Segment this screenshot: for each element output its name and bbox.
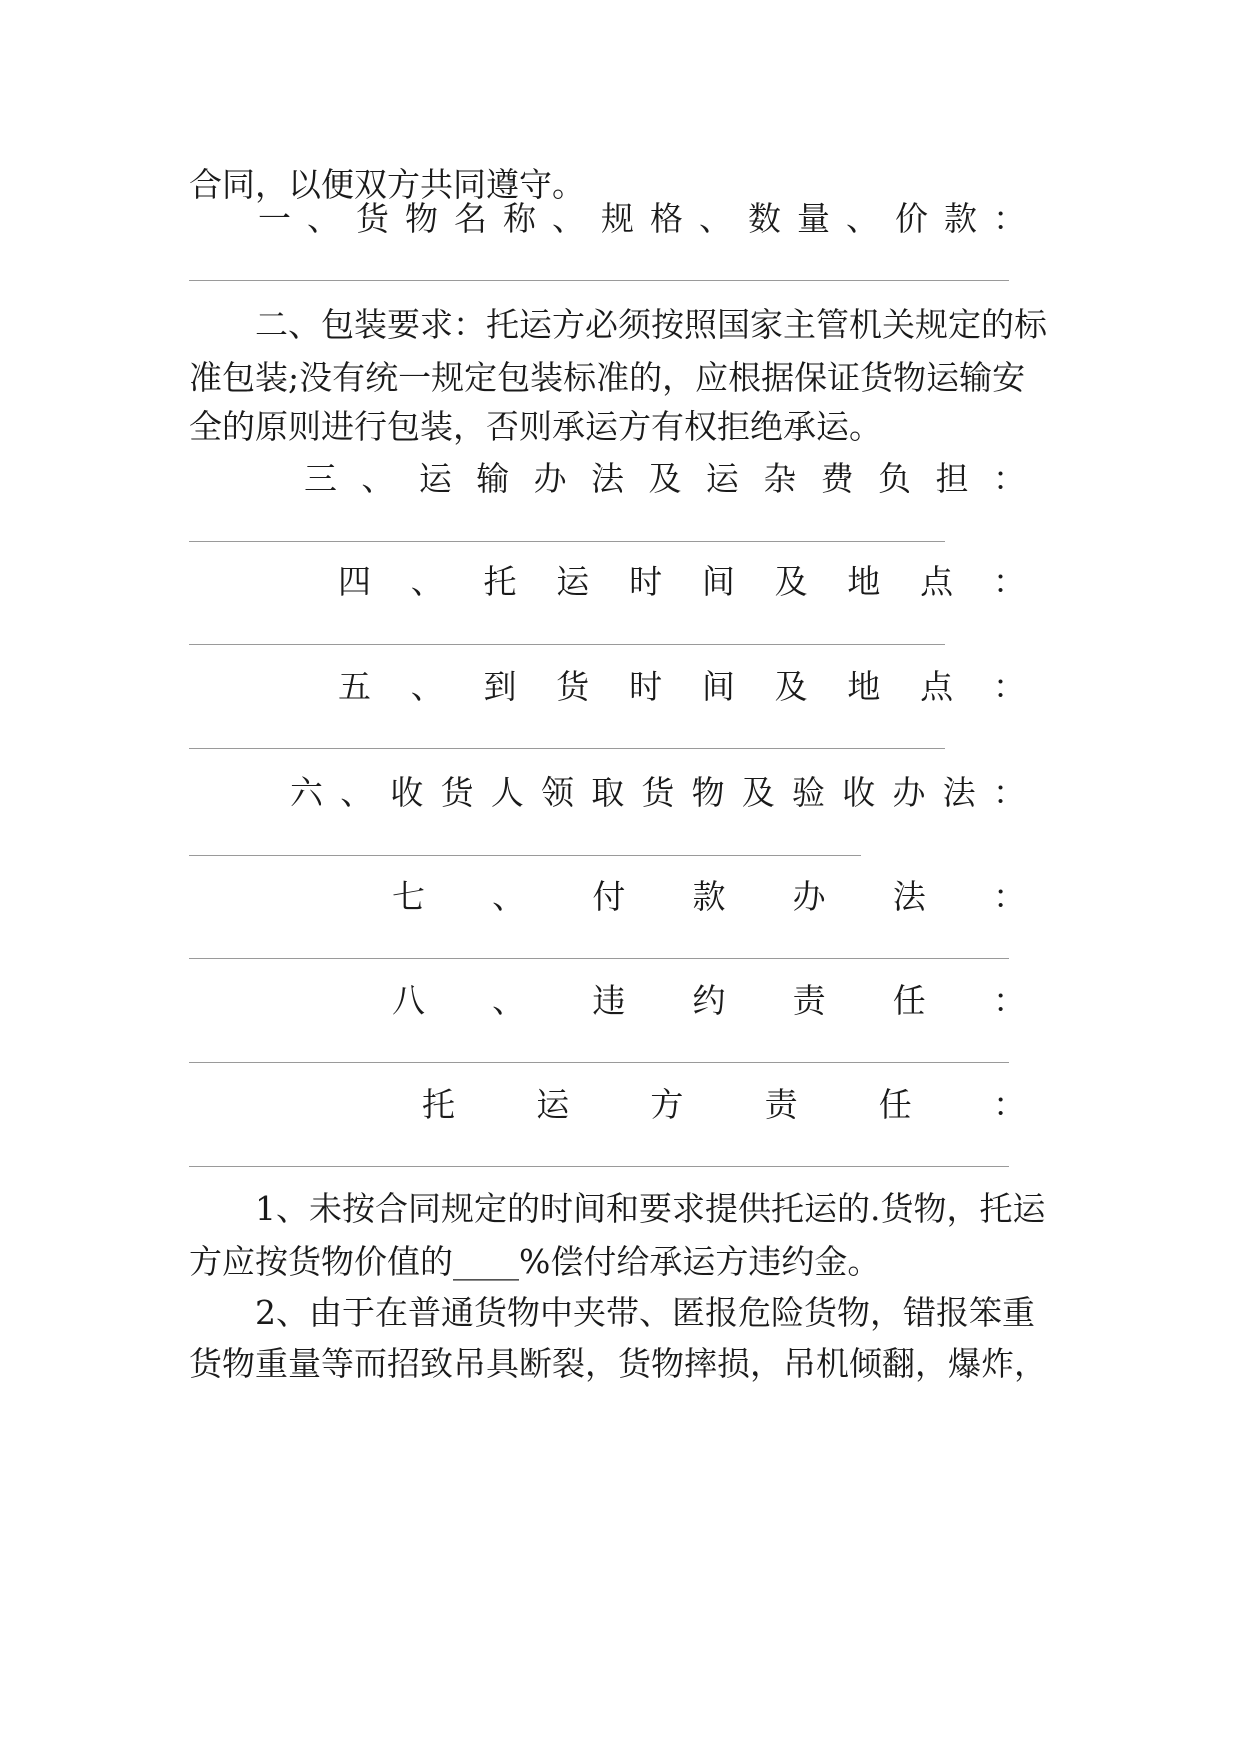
heading-char: 数 <box>748 199 781 238</box>
heading-char: 货 <box>556 667 590 706</box>
heading-char: 及 <box>774 562 808 601</box>
heading-char: 负 <box>878 459 912 498</box>
blank-line <box>189 644 945 645</box>
blank-line <box>189 958 1009 959</box>
heading-char: 违 <box>592 981 626 1020</box>
heading-char: 七 <box>392 877 425 916</box>
heading-char: 格 <box>650 199 683 238</box>
blank-line <box>189 1062 1009 1063</box>
heading-char: ： <box>992 1085 1026 1124</box>
heading-char: 及 <box>648 459 682 498</box>
clause-4-heading <box>338 553 1026 611</box>
heading-char: 货 <box>356 199 389 238</box>
clause-7-heading <box>392 868 1026 926</box>
heading-char: 货 <box>440 773 474 812</box>
blank-line <box>189 280 1009 281</box>
heading-char: 一 <box>258 199 291 238</box>
heading-char: 点 <box>920 562 954 601</box>
heading-char: 输 <box>476 459 510 498</box>
clause-5-heading <box>338 658 1026 716</box>
blank-line <box>189 855 861 856</box>
heading-char: 担 <box>935 459 969 498</box>
heading-char: 费 <box>820 459 854 498</box>
heading-char: 运 <box>536 1085 570 1124</box>
heading-char: ： <box>992 981 1026 1020</box>
heading-char: 称 <box>503 199 536 238</box>
heading-char: ： <box>992 459 1026 498</box>
item-1-line-1: 1、未按合同规定的时间和要求提供托运的.货物，托运 <box>255 1189 1046 1228</box>
heading-char: 、 <box>552 199 585 238</box>
shipper-liability-heading <box>422 1076 1026 1134</box>
heading-char: 时 <box>629 562 663 601</box>
heading-char: 八 <box>392 981 425 1020</box>
heading-char: 四 <box>338 562 371 601</box>
heading-char: 时 <box>629 667 663 706</box>
clause-8-heading <box>392 972 1026 1030</box>
item-2-line-1: 2、由于在普通货物中夹带、匿报危险货物，错报笨重 <box>255 1293 1035 1332</box>
heading-char: 法 <box>892 877 926 916</box>
blank-line <box>189 541 945 542</box>
heading-char: 款 <box>944 199 977 238</box>
heading-char: 托 <box>483 562 517 601</box>
heading-char: 三 <box>304 459 337 498</box>
heading-char: 及 <box>741 773 775 812</box>
heading-char: ： <box>992 562 1026 601</box>
heading-char: 责 <box>792 981 826 1020</box>
heading-char: 物 <box>405 199 438 238</box>
heading-char: 、 <box>307 199 340 238</box>
heading-char: 及 <box>774 667 808 706</box>
heading-char: 法 <box>942 773 976 812</box>
heading-char: 领 <box>541 773 575 812</box>
heading-char: 办 <box>533 459 567 498</box>
heading-char: 、 <box>492 981 526 1020</box>
heading-char: 收 <box>842 773 876 812</box>
clause-2-line-2: 准包装;没有统一规定包装标准的，应根据保证货物运输安 <box>189 358 1026 397</box>
heading-char: 五 <box>338 667 371 706</box>
heading-char: 价 <box>895 199 928 238</box>
heading-char: 、 <box>492 877 526 916</box>
heading-char: 验 <box>792 773 826 812</box>
heading-char: 托 <box>422 1085 455 1124</box>
blank-line <box>189 748 945 749</box>
heading-char: 、 <box>699 199 732 238</box>
heading-char: 、 <box>410 667 444 706</box>
heading-char: ： <box>992 773 1026 812</box>
heading-char: 六 <box>290 773 323 812</box>
heading-char: 收 <box>390 773 424 812</box>
heading-char: 规 <box>601 199 634 238</box>
heading-char: 地 <box>847 667 881 706</box>
clause-6-heading <box>290 764 1026 822</box>
item-1-line-2: 方应按货物价值的____%偿付给承运方违约金。 <box>189 1242 881 1281</box>
heading-char: 约 <box>692 981 726 1020</box>
heading-char: 方 <box>650 1085 684 1124</box>
heading-char: 运 <box>418 459 452 498</box>
heading-char: 物 <box>691 773 725 812</box>
heading-char: 地 <box>847 562 881 601</box>
heading-char: 付 <box>592 877 626 916</box>
heading-char: 货 <box>641 773 675 812</box>
heading-char: 到 <box>483 667 517 706</box>
heading-char: 人 <box>490 773 524 812</box>
item-2-line-2: 货物重量等而招致吊具断裂，货物摔损，吊机倾翻，爆炸， <box>189 1344 1047 1383</box>
heading-char: 杂 <box>763 459 797 498</box>
heading-char: ： <box>992 667 1026 706</box>
heading-char: 、 <box>410 562 444 601</box>
heading-char: 点 <box>920 667 954 706</box>
heading-char: 取 <box>591 773 625 812</box>
heading-char: 量 <box>797 199 830 238</box>
heading-char: 运 <box>556 562 590 601</box>
heading-char: 法 <box>591 459 625 498</box>
heading-char: 款 <box>692 877 726 916</box>
heading-char: 运 <box>705 459 739 498</box>
heading-char: ： <box>993 199 1026 238</box>
clause-3-heading <box>304 450 1026 508</box>
heading-char: ： <box>992 877 1026 916</box>
heading-char: 、 <box>340 773 374 812</box>
heading-char: 名 <box>454 199 487 238</box>
heading-char: 办 <box>792 877 826 916</box>
heading-char: 任 <box>878 1085 912 1124</box>
blank-line <box>189 1166 1009 1167</box>
heading-char: 间 <box>701 562 735 601</box>
heading-char: 、 <box>361 459 395 498</box>
opening-line: 合同，以便双方共同遵守。 <box>189 165 585 204</box>
heading-char: 任 <box>892 981 926 1020</box>
clause-2-line-1: 二、包装要求：托运方必须按照国家主管机关规定的标 <box>255 305 1047 344</box>
clause-2-line-3: 全的原则进行包装，否则承运方有权拒绝承运。 <box>189 407 882 446</box>
heading-char: 办 <box>892 773 926 812</box>
heading-char: 责 <box>764 1085 798 1124</box>
clause-1-heading <box>258 190 1026 248</box>
heading-char: 间 <box>701 667 735 706</box>
heading-char: 、 <box>846 199 879 238</box>
